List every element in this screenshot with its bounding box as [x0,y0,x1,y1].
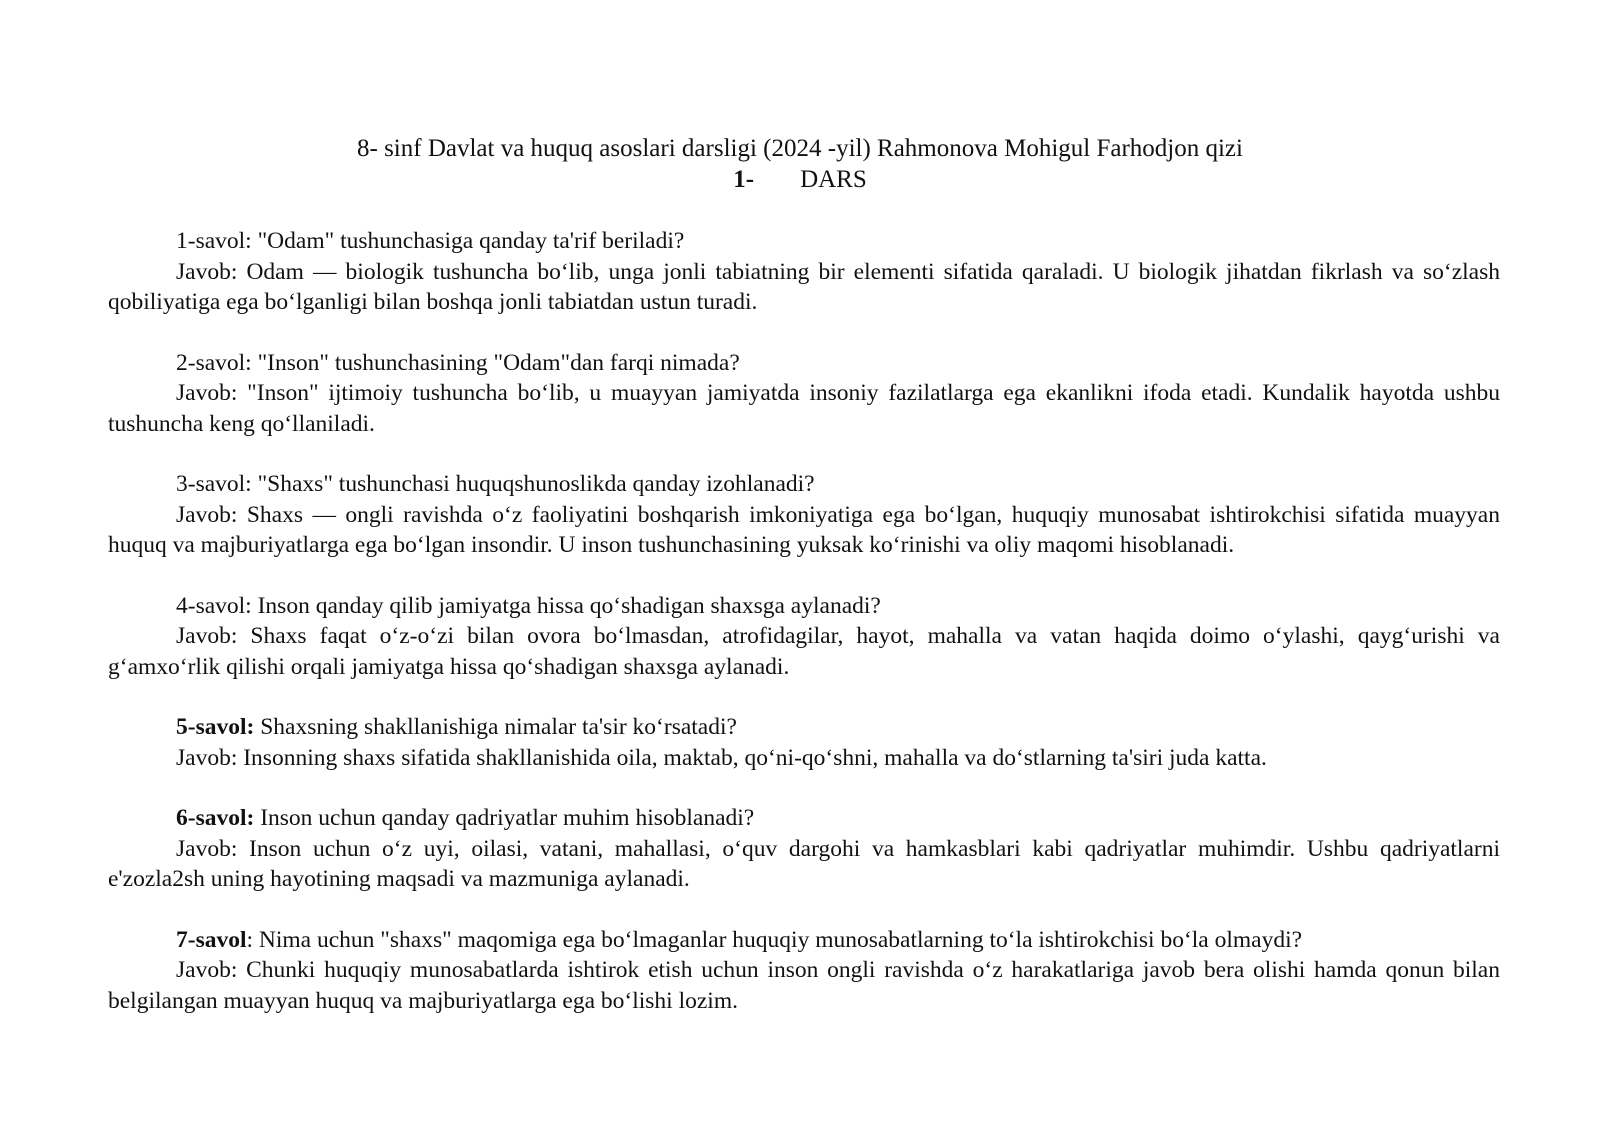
answer-3: Javob: Shaxs — ongli ravishda o‘z faoliyatini boshqarish imkoniyatiga ega bo‘lgan, huquqiy munosabat ishtirokchisi sifatida muayyan huquq va majburiyatlarga ega bo‘lgan insondir. U inson tushunchasining yuksak ko‘rinishi va oliy maqomi hisoblanadi. [108,501,1500,558]
qa-item-4 [108,591,1500,683]
question-1 [108,226,1500,257]
qa-item-1 [108,226,1500,318]
answer-6: Javob: Inson uchun o‘z uyi, oilasi, vatani, mahallasi, o‘quv dargohi va hamkasblari kabi qadriyatlar muhimdir. Ushbu qadriyatlarni e'zozla2sh uning hayotining maqsadi va mazmuniga aylanadi. [108,835,1500,892]
question-text: Shaxsning shakllanishiga nimalar ta'sir ko‘rsatadi? [254,714,737,740]
question-3 [108,469,1500,500]
question-label: 1-savol: [176,228,252,254]
question-text: Inson qanday qilib jamiyatga hissa qo‘shadigan shaxsga aylanadi? [251,592,881,619]
qa-item-2 [108,348,1500,440]
qa-item-5 [108,712,1500,773]
qa-item-3 [108,469,1500,561]
question-label: 6-savol: [176,805,255,831]
answer-4: Javob: Shaxs faqat o‘z-o‘zi bilan ovora bo‘lmasdan, atrofidagilar, hayot, mahalla va vatan haqida doimo o‘ylashi, qayg‘urishi va g‘amxo‘rlik qilishi orqali jamiyatga hissa qo‘shadigan shaxsga aylanadi. [108,623,1500,680]
question-5 [108,712,1500,743]
question-7 [108,925,1500,956]
qa-list [108,226,1500,1046]
lesson-heading [0,164,1600,195]
document-title: 8- sinf Davlat va huquq asoslari darsligi (2024 -yil) Rahmonova Mohigul Farhodjon qizi [357,135,1243,162]
question-text: "Odam" tushunchasiga qanday ta'rif beriladi? [251,228,685,254]
answer-5: Javob: Insonning shaxs sifatida shakllanishida oila, maktab, qo‘ni-qo‘shni, mahalla va do‘stlarning ta'siri juda katta. [176,744,1267,771]
question-label: 4-savol: [176,592,252,619]
question-label: 5-savol: [176,714,255,740]
qa-item-7 [108,925,1500,1017]
question-text: "Shaxs" tushunchasi huquqshunoslikda qanday izohlanadi? [251,471,815,497]
document-header [0,133,1600,195]
question-label: 7-savol [176,926,247,953]
question-6 [108,803,1500,834]
question-2 [108,348,1500,379]
question-label: 2-savol: [176,349,252,376]
question-text: : Nima uchun "shaxs" maqomiga ega bo‘lmaganlar huquqiy munosabatlarning to‘la ishtirokchisi bo‘la olmaydi? [246,926,1303,953]
question-label: 3-savol: [176,471,252,497]
lesson-number: 1- [733,166,755,193]
answer-7: Javob: Chunki huquqiy munosabatlarda ishtirok etish uchun inson ongli ravishda o‘z harakatlariga javob bera olishi hamda qonun bilan belgilangan muayyan huquq va majburiyatlarga ega bo‘lishi lozim. [108,957,1500,1014]
qa-item-6 [108,803,1500,895]
question-text: "Inson" tushunchasining "Odam"dan farqi nimada? [251,349,740,376]
answer-1: Javob: Odam — biologik tushuncha bo‘lib, unga jonli tabiatning bir elementi sifatida qaraladi. U biologik jihatdan fikrlash va so‘zlash qobiliyatiga ega bo‘lganligi bilan boshqa jonli tabiatdan ustun turadi. [108,258,1500,315]
question-4 [108,591,1500,622]
question-text: Inson uchun qanday qadriyatlar muhim hisoblanadi? [254,805,755,831]
lesson-label: DARS [800,166,867,193]
answer-2: Javob: "Inson" ijtimoiy tushuncha bo‘lib, u muayyan jamiyatda insoniy fazilatlarga ega ekanlikni ifoda etadi. Kundalik hayotda ushbu tushuncha keng qo‘llaniladi. [108,380,1500,437]
